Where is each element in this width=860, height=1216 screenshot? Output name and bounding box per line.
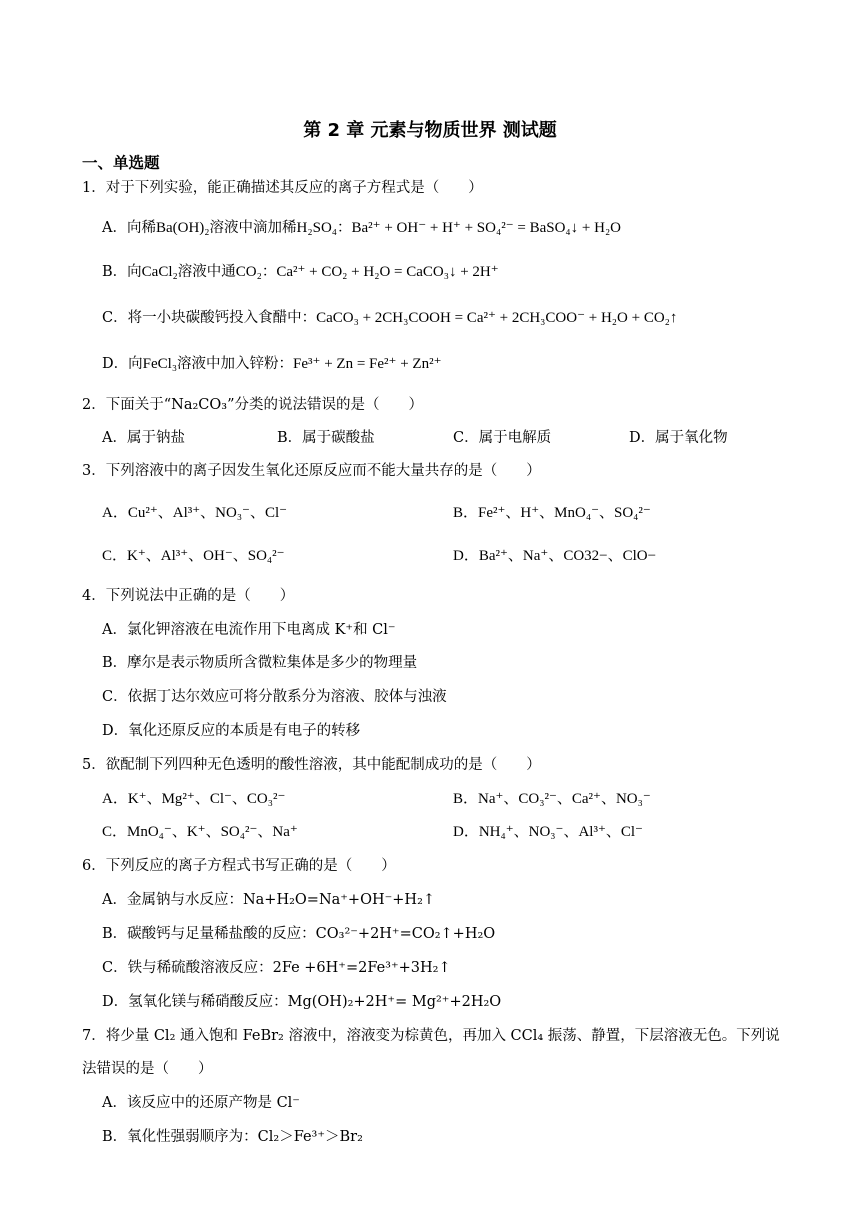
question-2-option-c: C．属于电解质 [453, 430, 552, 446]
question-7-option-a: A．该反应中的还原产物是 Cl⁻ [102, 1095, 300, 1111]
question-5-option-d: D．NH₄⁺、NO₃⁻、Al³⁺、Cl⁻ [453, 824, 643, 840]
question-2-option-d: D．属于氧化物 [629, 430, 728, 446]
question-1-stem: 1．对于下列实验，能正确描述其反应的离子方程式是（ ） [82, 180, 483, 196]
question-4-stem: 4．下列说法中正确的是（ ） [82, 588, 295, 604]
question-1-option-d: D．向FeCl₃溶液中加入锌粉：Fe³⁺ + Zn = Fe²⁺ + Zn²⁺ [102, 356, 442, 372]
question-5-stem: 5．欲配制下列四种无色透明的酸性溶液，其中能配制成功的是（ ） [82, 757, 541, 773]
question-5-option-c: C．MnO₄⁻、K⁺、SO₄²⁻、Na⁺ [102, 824, 298, 840]
question-3-option-d: D．Ba²⁺、Na⁺、CO32−、ClO− [453, 548, 657, 564]
question-1-option-b: B．向CaCl₂溶液中通CO₂：Ca²⁺ + CO₂ + H₂O = CaCO₃↓ + 2H⁺ [102, 264, 499, 280]
question-2-option-a: A．属于钠盐 [102, 430, 185, 446]
question-4-option-a: A．氯化钾溶液在电流作用下电离成 K⁺和 Cl⁻ [102, 622, 396, 638]
question-4-option-b: B．摩尔是表示物质所含微粒集体是多少的物理量 [102, 655, 418, 671]
question-4-option-c: C．依据丁达尔效应可将分散系分为溶液、胶体与浊液 [102, 689, 447, 705]
section-heading: 一、单选题 [82, 154, 160, 172]
question-6-option-c: C．铁与稀硫酸溶液反应：2Fe +6H⁺=2Fe³⁺+3H₂↑ [102, 960, 451, 976]
question-6-option-b: B．碳酸钙与足量稀盐酸的反应：CO₃²⁻+2H⁺=CO₂↑+H₂O [102, 926, 496, 942]
question-3-option-c: C．K⁺、Al³⁺、OH⁻、SO₄²⁻ [102, 548, 285, 564]
question-3-stem: 3．下列溶液中的离子因发生氧化还原反应而不能大量共存的是（ ） [82, 463, 541, 479]
question-4-option-d: D．氧化还原反应的本质是有电子的转移 [102, 723, 361, 739]
question-1-option-c: C．将一小块碳酸钙投入食醋中：CaCO₃ + 2CH₃COOH = Ca²⁺ + 2CH₃COO⁻ + H₂O + CO₂↑ [102, 310, 678, 326]
question-5-option-a: A．K⁺、Mg²⁺、Cl⁻、CO₃²⁻ [102, 791, 286, 807]
question-6-option-d: D．氢氧化镁与稀硝酸反应：Mg(OH)₂+2H⁺= Mg²⁺+2H₂O [102, 994, 502, 1010]
question-2-option-b: B．属于碳酸盐 [277, 430, 375, 446]
question-2-stem: 2．下面关于“Na₂CO₃”分类的说法错误的是（ ） [82, 397, 423, 413]
question-6-option-a: A．金属钠与水反应：Na+H₂O=Na⁺+OH⁻+H₂↑ [102, 892, 436, 908]
question-3-option-b: B．Fe²⁺、H⁺、MnO₄⁻、SO₄²⁻ [453, 505, 651, 521]
document-title: 第 2 章 元素与物质世界 测试题 [303, 120, 557, 141]
question-1-option-a: A．向稀Ba(OH)₂溶液中滴加稀H₂SO₄：Ba²⁺ + OH⁻ + H⁺ + SO₄²⁻ = BaSO₄↓ + H₂O [102, 220, 622, 236]
question-6-stem: 6．下列反应的离子方程式书写正确的是（ ） [82, 858, 396, 874]
question-5-option-b: B．Na⁺、CO₃²⁻、Ca²⁺、NO₃⁻ [453, 791, 651, 807]
question-7-stem-line-2: 法错误的是（ ） [82, 1061, 213, 1077]
question-3-option-a: A．Cu²⁺、Al³⁺、NO₃⁻、Cl⁻ [102, 505, 288, 521]
question-7-option-b: B．氧化性强弱顺序为：Cl₂＞Fe³⁺＞Br₂ [102, 1129, 363, 1145]
question-7-stem-line-1: 7．将少量 Cl₂ 通入饱和 FeBr₂ 溶液中，溶液变为棕黄色，再加入 CCl₄ 振荡、静置，下层溶液无色。下列说 [82, 1028, 780, 1044]
